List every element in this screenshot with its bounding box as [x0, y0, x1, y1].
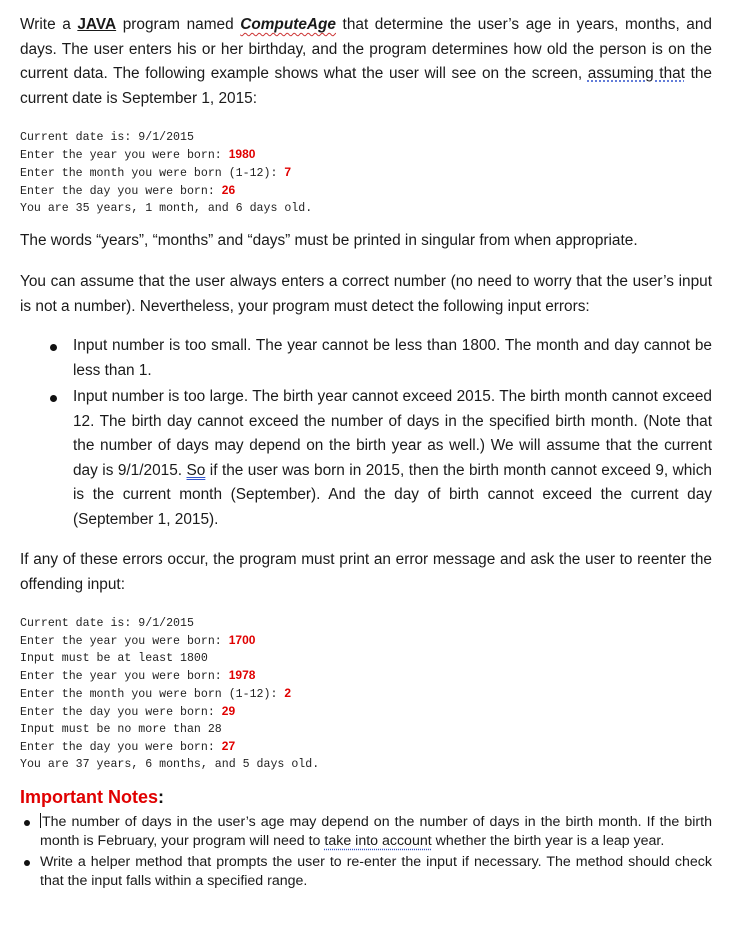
bullet-item-too-large — [20, 385, 712, 532]
bullet-item-too-small — [20, 334, 712, 383]
console-prompt: Enter the year you were born: — [20, 635, 229, 648]
assumption-paragraph: You can assume that the user always enters a correct number (no need to worry that the user’s input is not a number). Nevertheless, your program must detect the following input errors: — [20, 273, 712, 315]
bullet-icon — [24, 860, 30, 866]
note-text: whether the birth year is a leap year. — [431, 833, 665, 850]
user-input: 1978 — [228, 668, 256, 682]
text-cursor — [40, 813, 41, 828]
intro-paragraph — [20, 13, 712, 111]
important-notes-heading — [20, 787, 164, 808]
console-error: Input must be at least 1800 — [20, 652, 208, 665]
user-input: 1980 — [228, 147, 256, 161]
notes-list — [20, 813, 712, 892]
bullet-text: if the user was born in 2015, then the birth month cannot exceed 9, which is the current month (September). And the day of birth cannot exceed the current day (September 1, 2015). — [73, 461, 712, 528]
intro-text: Write a — [20, 16, 78, 33]
program-name: ComputeAge — [240, 16, 336, 33]
console-prompt: Enter the day you were born: — [20, 185, 222, 198]
errors-paragraph: If any of these errors occur, the program must print an error message and ask the user to reenter the offending input: — [20, 551, 712, 593]
note-item-days — [20, 813, 712, 852]
note-text: The number of days in the user’s age may depend on the number of days in the birth month. If the birth month is February, your program will need to — [40, 814, 712, 850]
java-keyword: JAVA — [77, 16, 117, 33]
console-line: Current date is: 9/1/2015 — [20, 617, 194, 630]
user-input: 2 — [284, 686, 292, 700]
console-prompt: Enter the month you were born (1-12): — [20, 688, 285, 701]
intro-text: that determine the user’s age in years, months, and days. The user enters his or her birthday, and the program determines how old the person is on the current data. The following example shows what the user will see on the screen, — [20, 16, 712, 82]
intro-text: the current date is September 1, 2015: — [20, 65, 712, 107]
user-input: 26 — [221, 183, 236, 197]
example-output-2 — [20, 615, 319, 773]
note-item-helper — [20, 853, 712, 892]
error-bullet-list — [20, 334, 712, 534]
bullet-icon — [50, 344, 57, 351]
console-prompt: Enter the year you were born: — [20, 670, 229, 683]
take-into-account-phrase: take into account — [324, 833, 432, 850]
user-input: 27 — [221, 739, 236, 753]
console-line: Current date is: 9/1/2015 — [20, 131, 194, 144]
bullet-icon — [24, 820, 30, 826]
bullet-text: Input number is too small. The year cannot be less than 1800. The month and day cannot be less than 1. — [73, 337, 712, 379]
console-line: You are 35 years, 1 month, and 6 days old. — [20, 202, 313, 215]
notes-title-text: Important Notes — [20, 787, 159, 807]
bullet-text: Input number is too large. The birth year cannot exceed 2015. The birth month cannot exceed 12. The birth day cannot exceed the number of days in the specified birth month. (Note that the number of days may depend on the birth year as well.) We will assume that the current day is 9/1/2015. — [73, 388, 712, 479]
console-prompt: Enter the month you were born (1-12): — [20, 167, 285, 180]
console-prompt: Enter the year you were born: — [20, 149, 229, 162]
example-output-1 — [20, 129, 312, 217]
console-prompt: Enter the day you were born: — [20, 741, 222, 754]
user-input: 1700 — [228, 633, 256, 647]
console-prompt: Enter the day you were born: — [20, 706, 222, 719]
console-error: Input must be no more than 28 — [20, 723, 222, 736]
note-text: Write a helper method that prompts the user to re-enter the input if necessary. The method should check that the input falls within a specified range. — [40, 853, 712, 890]
assuming-phrase: assuming that — [587, 65, 685, 82]
user-input: 7 — [284, 165, 292, 179]
notes-colon: : — [158, 787, 165, 807]
singular-paragraph: The words “years”, “months” and “days” must be printed in singular from when appropriate. — [20, 232, 638, 249]
user-input: 29 — [221, 704, 236, 718]
bullet-icon — [50, 395, 57, 402]
so-word: So — [186, 461, 206, 479]
intro-text: program named — [116, 16, 241, 33]
console-line: You are 37 years, 6 months, and 5 days old. — [20, 758, 320, 771]
